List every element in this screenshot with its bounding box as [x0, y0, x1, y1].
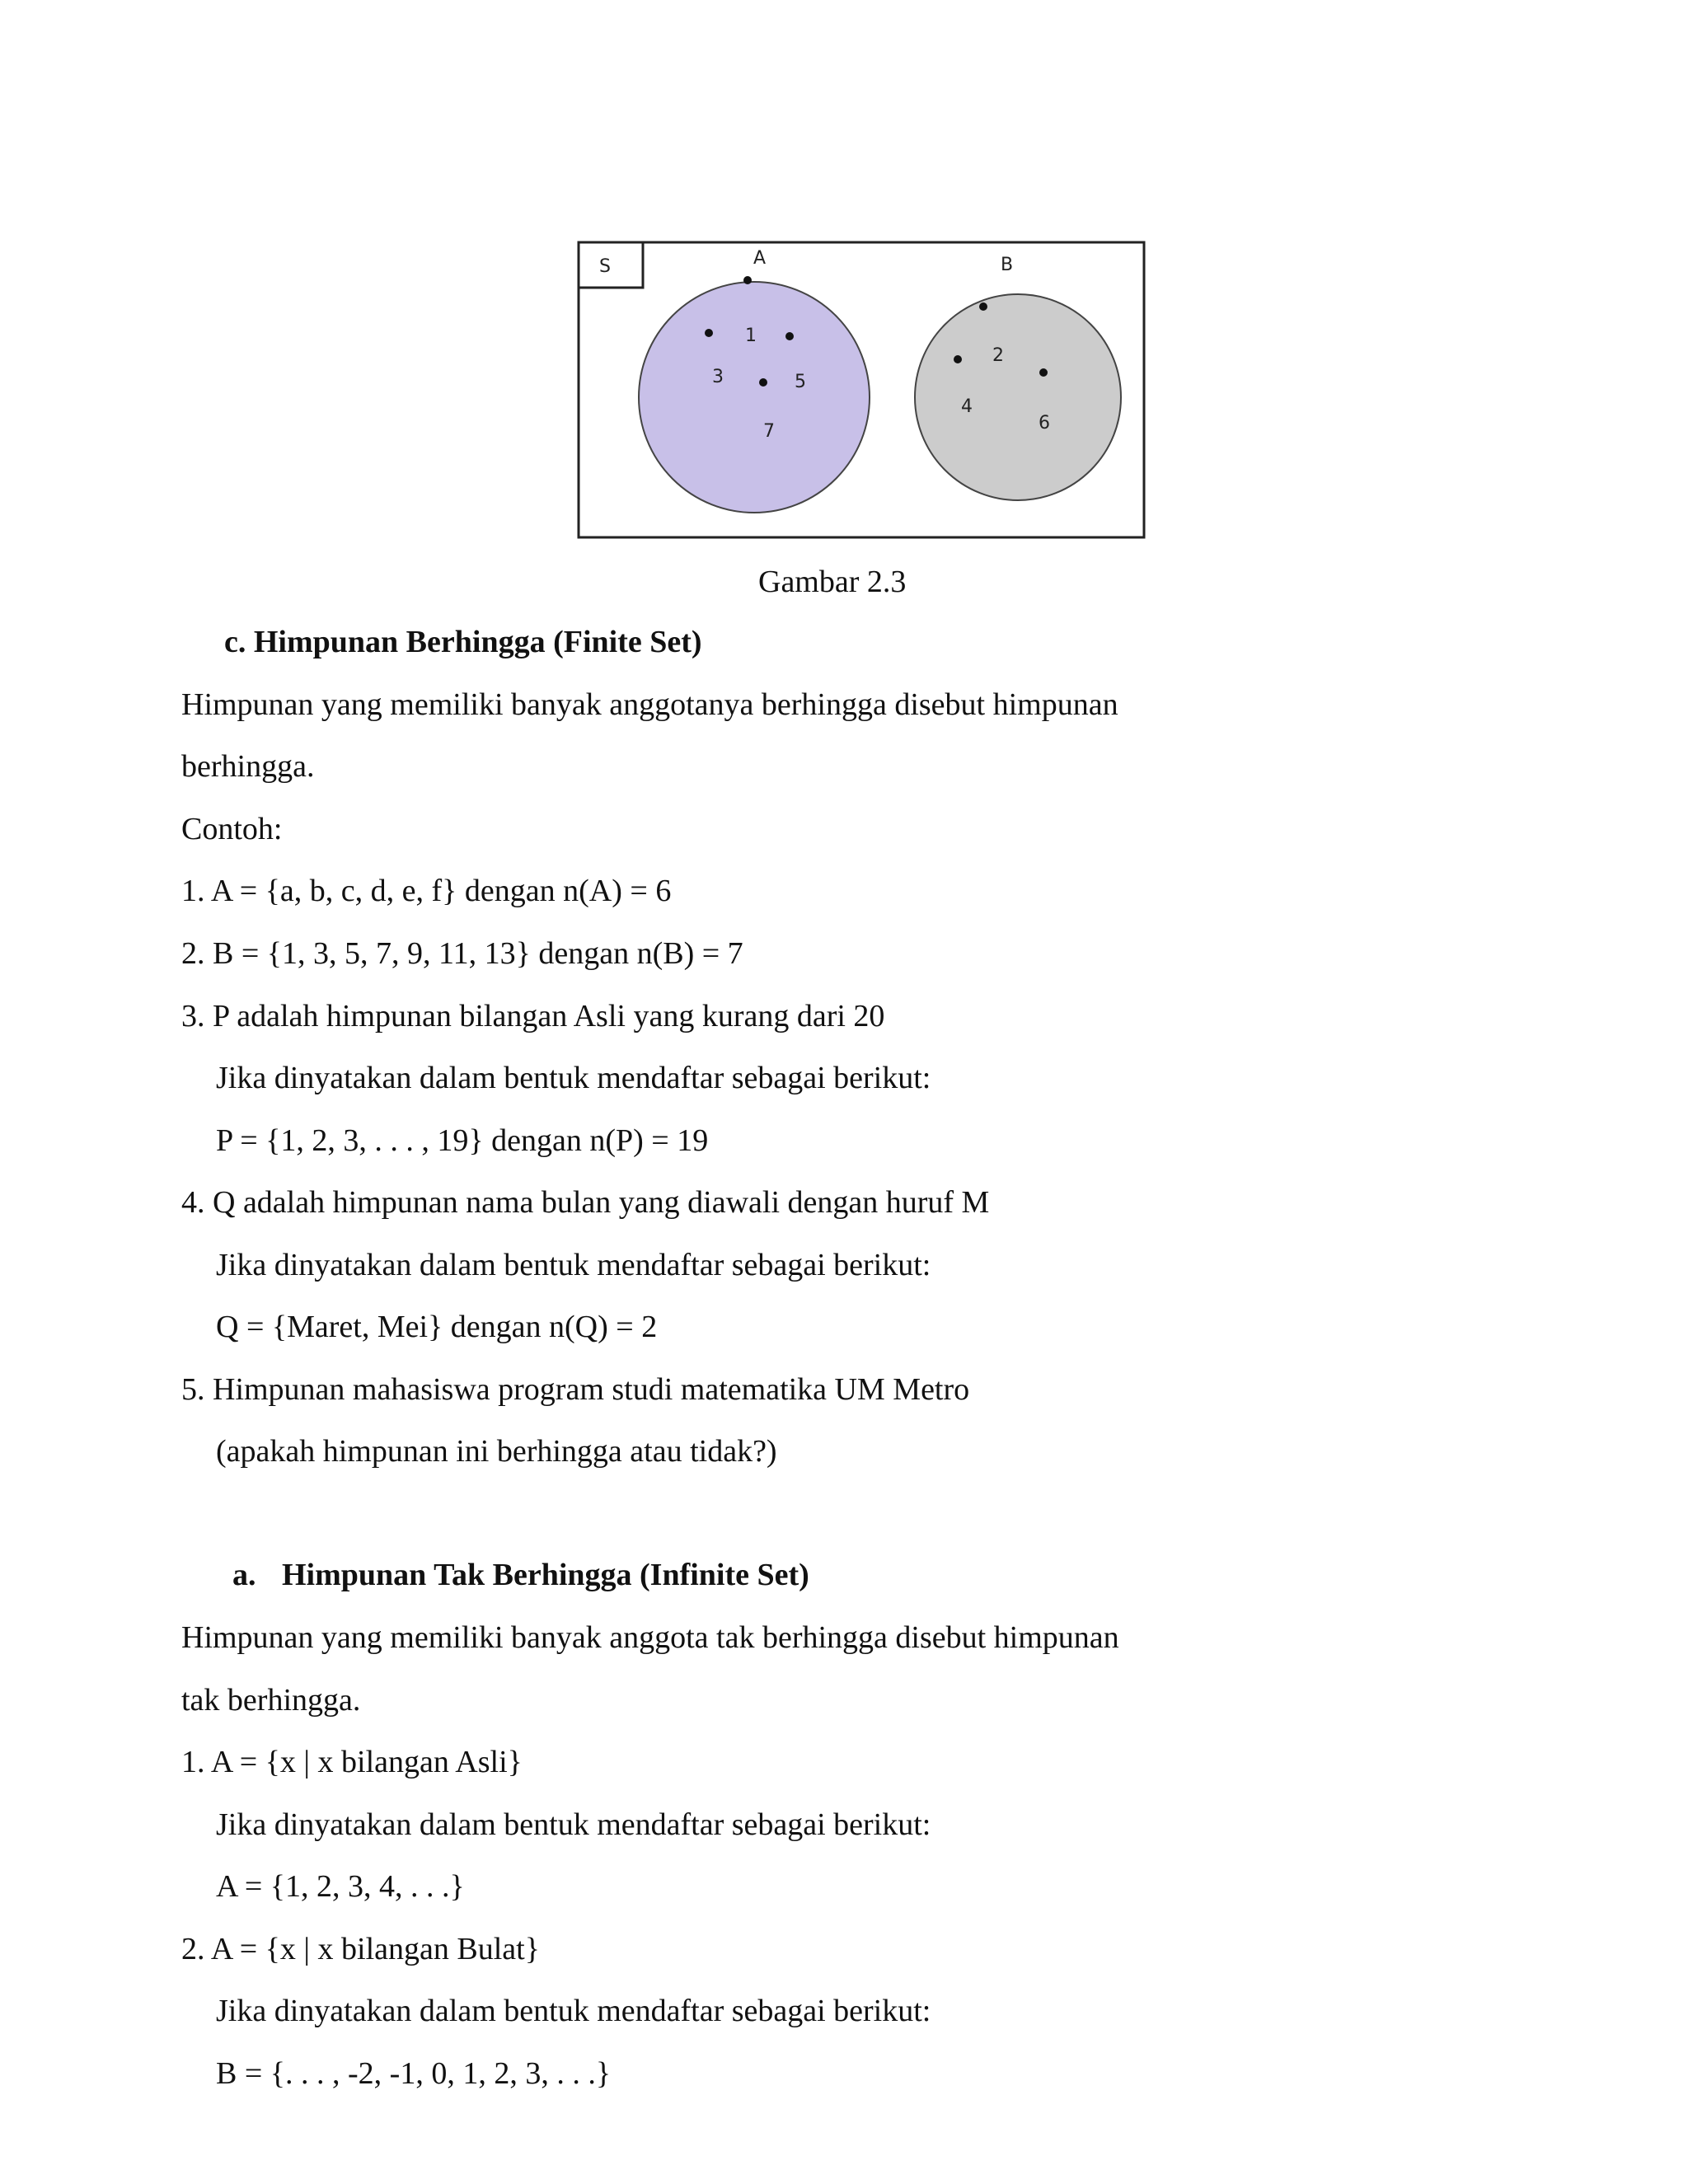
- example-item: 2. A = {x | x bilangan Bulat}: [181, 1932, 540, 1966]
- element-dot: [759, 378, 767, 387]
- element-dot: [979, 302, 987, 311]
- example-subline: Jika dinyatakan dalam bentuk mendaftar sebagai berikut:: [216, 1994, 931, 2028]
- set-b-element: 2: [992, 345, 1004, 366]
- example-subline: Q = {Maret, Mei} dengan n(Q) = 2: [216, 1310, 658, 1344]
- element-dot: [1039, 368, 1048, 377]
- example-subline: Jika dinyatakan dalam bentuk mendaftar sebagai berikut:: [216, 1248, 931, 1282]
- example-item: 1. A = {x | x bilangan Asli}: [181, 1745, 523, 1779]
- set-a-label: A: [753, 248, 767, 269]
- example-item: 1. A = {a, b, c, d, e, f} dengan n(A) = 6: [181, 874, 672, 908]
- universe-label-box: [579, 242, 643, 288]
- venn-diagram: [577, 241, 1146, 539]
- example-subline: P = {1, 2, 3, . . . , 19} dengan n(P) = 19: [216, 1123, 709, 1158]
- definition-text: tak berhingga.: [181, 1683, 361, 1718]
- element-dot: [785, 332, 794, 340]
- section-a-heading-label: a.: [232, 1558, 256, 1592]
- section-a-heading-text: Himpunan Tak Berhingga (Infinite Set): [282, 1558, 809, 1592]
- example-item: 2. B = {1, 3, 5, 7, 9, 11, 13} dengan n(B) = 7: [181, 936, 743, 971]
- section-c-heading: c. Himpunan Berhingga (Finite Set): [224, 625, 702, 659]
- set-b-label: B: [1001, 255, 1014, 275]
- example-label: Contoh:: [181, 812, 283, 846]
- set-b-element: 4: [961, 396, 973, 417]
- example-item: 5. Himpunan mahasiswa program studi matematika UM Metro: [181, 1372, 970, 1407]
- set-b-element: 6: [1039, 413, 1050, 434]
- definition-text: Himpunan yang memiliki banyak anggota tak berhingga disebut himpunan: [181, 1620, 1119, 1655]
- universe-label: S: [599, 256, 611, 277]
- set-a-circle: [639, 282, 870, 513]
- definition-text: Himpunan yang memiliki banyak anggotanya berhingga disebut himpunan: [181, 687, 1118, 722]
- set-a-element: 5: [795, 372, 806, 392]
- example-subline: Jika dinyatakan dalam bentuk mendaftar sebagai berikut:: [216, 1061, 931, 1095]
- set-a-element: 1: [745, 326, 757, 346]
- example-subline: Jika dinyatakan dalam bentuk mendaftar sebagai berikut:: [216, 1807, 931, 1842]
- section-a-heading: [232, 1556, 809, 1594]
- element-dot: [954, 355, 962, 363]
- element-dot: [743, 276, 752, 284]
- venn-diagram-svg: [577, 241, 1146, 539]
- example-item: 3. P adalah himpunan bilangan Asli yang kurang dari 20: [181, 999, 885, 1033]
- set-a-element: 3: [712, 367, 724, 387]
- figure-caption: Gambar 2.3: [758, 565, 907, 599]
- set-a-element: 7: [763, 421, 775, 442]
- example-subline: (apakah himpunan ini berhingga atau tidak?): [216, 1434, 777, 1469]
- example-subline: B = {. . . , -2, -1, 0, 1, 2, 3, . . .}: [216, 2056, 612, 2091]
- set-b-circle: [915, 294, 1121, 500]
- example-item: 4. Q adalah himpunan nama bulan yang diawali dengan huruf M: [181, 1185, 990, 1220]
- definition-text: berhingga.: [181, 749, 315, 784]
- example-subline: A = {1, 2, 3, 4, . . .}: [216, 1869, 465, 1904]
- element-dot: [705, 329, 713, 337]
